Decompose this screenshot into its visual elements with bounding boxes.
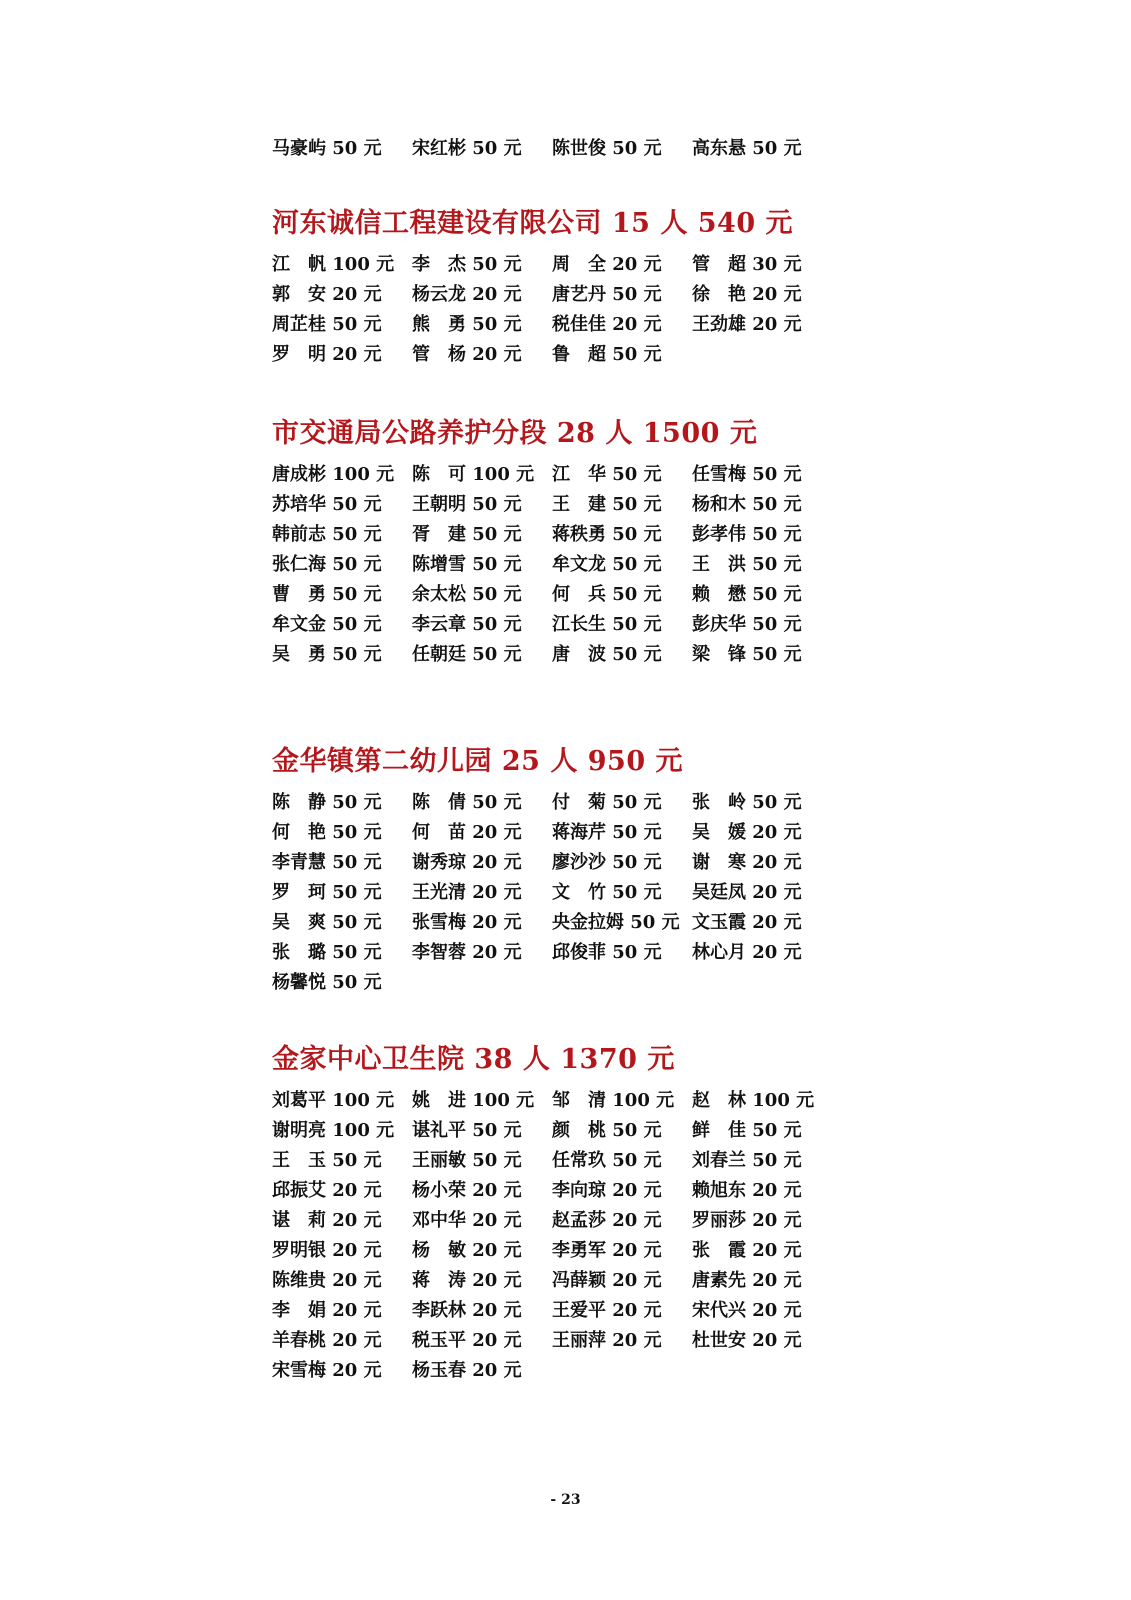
section-heading: 金华镇第二幼儿园 25 人 950 元 <box>272 746 684 777</box>
donor-entry: 牟文龙 50 元 <box>552 554 662 575</box>
donor-entry: 王丽敏 50 元 <box>412 1150 522 1171</box>
page-number: - 23 <box>550 1492 581 1508</box>
donor-entry: 唐成彬 100 元 <box>272 464 395 485</box>
donor-entry: 何 兵 50 元 <box>552 584 662 605</box>
donor-entry: 吴 勇 50 元 <box>272 644 382 665</box>
donor-entry: 邱振艾 20 元 <box>272 1180 382 1201</box>
donor-entry: 熊 勇 50 元 <box>412 314 522 335</box>
donor-entry: 曹 勇 50 元 <box>272 584 382 605</box>
section-health-center <box>272 1040 872 1386</box>
donor-grid <box>272 250 872 370</box>
donor-entry: 罗 珂 50 元 <box>272 882 382 903</box>
donor-entry: 赵 林 100 元 <box>692 1090 815 1111</box>
donor-entry: 陈世俊 50 元 <box>552 138 662 159</box>
donor-entry: 宋雪梅 20 元 <box>272 1360 382 1381</box>
donor-entry: 胥 建 50 元 <box>412 524 522 545</box>
donor-entry: 周芷桂 50 元 <box>272 314 382 335</box>
donor-entry: 李 杰 50 元 <box>412 254 522 275</box>
donor-entry: 陈 倩 50 元 <box>412 792 522 813</box>
donor-entry: 李青慧 50 元 <box>272 852 382 873</box>
donor-entry: 杨馨悦 50 元 <box>272 972 382 993</box>
donor-entry: 王劲雄 20 元 <box>692 314 802 335</box>
donor-entry: 王朝明 50 元 <box>412 494 522 515</box>
donor-entry: 李 娟 20 元 <box>272 1300 382 1321</box>
donor-entry: 谢 寒 20 元 <box>692 852 802 873</box>
donor-entry: 郭 安 20 元 <box>272 284 382 305</box>
donor-entry: 杨玉春 20 元 <box>412 1360 522 1381</box>
donor-entry: 蒋海芹 50 元 <box>552 822 662 843</box>
donor-entry: 陈 静 50 元 <box>272 792 382 813</box>
donor-entry: 罗丽莎 20 元 <box>692 1210 802 1231</box>
donor-entry: 杨云龙 20 元 <box>412 284 522 305</box>
donor-entry: 唐素先 20 元 <box>692 1270 802 1291</box>
section-highway-maintenance <box>272 414 872 670</box>
section-heading: 河东诚信工程建设有限公司 15 人 540 元 <box>272 208 794 239</box>
donor-entry: 税佳佳 20 元 <box>552 314 662 335</box>
donor-entry: 赖旭东 20 元 <box>692 1180 802 1201</box>
donor-entry: 管 超 30 元 <box>692 254 802 275</box>
donor-entry: 何 苗 20 元 <box>412 822 522 843</box>
donor-entry: 羊春桃 20 元 <box>272 1330 382 1351</box>
donor-entry: 吴 爽 50 元 <box>272 912 382 933</box>
donor-entry: 张 岭 50 元 <box>692 792 802 813</box>
donor-entry: 谢明亮 100 元 <box>272 1120 395 1141</box>
donor-entry: 宋代兴 20 元 <box>692 1300 802 1321</box>
donor-entry: 蒋秩勇 50 元 <box>552 524 662 545</box>
donor-entry: 王光清 20 元 <box>412 882 522 903</box>
section-kindergarten <box>272 742 872 998</box>
donor-entry: 邹 清 100 元 <box>552 1090 675 1111</box>
donor-entry: 张 霞 20 元 <box>692 1240 802 1261</box>
section-heading: 金家中心卫生院 38 人 1370 元 <box>272 1044 675 1075</box>
donor-entry: 赵孟莎 20 元 <box>552 1210 662 1231</box>
section-heading: 市交通局公路养护分段 28 人 1500 元 <box>272 418 758 449</box>
donor-entry: 王 建 50 元 <box>552 494 662 515</box>
donor-entry: 李向琼 20 元 <box>552 1180 662 1201</box>
donor-grid <box>272 460 872 670</box>
donor-entry: 何 艳 50 元 <box>272 822 382 843</box>
donor-entry: 任常玖 50 元 <box>552 1150 662 1171</box>
donor-entry: 颜 桃 50 元 <box>552 1120 662 1141</box>
donor-grid <box>272 788 872 998</box>
donor-entry: 陈 可 100 元 <box>412 464 535 485</box>
donor-entry: 彭庆华 50 元 <box>692 614 802 635</box>
donor-entry: 张仁海 50 元 <box>272 554 382 575</box>
donor-entry: 江长生 50 元 <box>552 614 662 635</box>
donor-entry: 刘春兰 50 元 <box>692 1150 802 1171</box>
donor-entry: 蒋 涛 20 元 <box>412 1270 522 1291</box>
donor-entry: 马豪屿 50 元 <box>272 138 382 159</box>
section-hedong-chengxin <box>272 204 872 370</box>
donor-entry: 刘葛平 100 元 <box>272 1090 395 1111</box>
donor-entry: 王 洪 50 元 <box>692 554 802 575</box>
donor-entry: 李智蓉 20 元 <box>412 942 522 963</box>
donor-entry: 任朝廷 50 元 <box>412 644 522 665</box>
donor-entry: 江 帆 100 元 <box>272 254 395 275</box>
donor-entry: 央金拉姆 50 元 <box>552 912 680 933</box>
donor-entry: 杨小荣 20 元 <box>412 1180 522 1201</box>
donor-entry: 廖沙沙 50 元 <box>552 852 662 873</box>
donor-grid <box>272 134 872 164</box>
donor-entry: 文玉霞 20 元 <box>692 912 802 933</box>
donor-entry: 文 竹 50 元 <box>552 882 662 903</box>
donor-entry: 唐 波 50 元 <box>552 644 662 665</box>
donor-entry: 赖 懋 50 元 <box>692 584 802 605</box>
donor-entry: 邓中华 20 元 <box>412 1210 522 1231</box>
donor-entry: 罗明银 20 元 <box>272 1240 382 1261</box>
donor-entry: 姚 进 100 元 <box>412 1090 535 1111</box>
donor-entry: 周 全 20 元 <box>552 254 662 275</box>
donor-entry: 高东悬 50 元 <box>692 138 802 159</box>
section-continuation <box>272 134 872 164</box>
donor-entry: 林心月 20 元 <box>692 942 802 963</box>
donor-entry: 王 玉 50 元 <box>272 1150 382 1171</box>
donor-entry: 李云章 50 元 <box>412 614 522 635</box>
donor-entry: 梁 锋 50 元 <box>692 644 802 665</box>
donor-entry: 杜世安 20 元 <box>692 1330 802 1351</box>
donor-entry: 杨和木 50 元 <box>692 494 802 515</box>
donor-entry: 苏培华 50 元 <box>272 494 382 515</box>
donor-entry: 徐 艳 20 元 <box>692 284 802 305</box>
donor-entry: 王爱平 20 元 <box>552 1300 662 1321</box>
donor-entry: 江 华 50 元 <box>552 464 662 485</box>
donor-entry: 谌礼平 50 元 <box>412 1120 522 1141</box>
donor-entry: 邱俊菲 50 元 <box>552 942 662 963</box>
donor-entry: 陈维贵 20 元 <box>272 1270 382 1291</box>
donor-entry: 张雪梅 20 元 <box>412 912 522 933</box>
donor-entry: 鲁 超 50 元 <box>552 344 662 365</box>
donor-entry: 谌 莉 20 元 <box>272 1210 382 1231</box>
donor-entry: 张 璐 50 元 <box>272 942 382 963</box>
donor-entry: 吴廷凤 20 元 <box>692 882 802 903</box>
donor-entry: 余太松 50 元 <box>412 584 522 605</box>
donor-entry: 彭孝伟 50 元 <box>692 524 802 545</box>
donor-entry: 陈增雪 50 元 <box>412 554 522 575</box>
donor-entry: 韩前志 50 元 <box>272 524 382 545</box>
donor-entry: 宋红彬 50 元 <box>412 138 522 159</box>
donor-entry: 吴 媛 20 元 <box>692 822 802 843</box>
donor-entry: 杨 敏 20 元 <box>412 1240 522 1261</box>
donor-entry: 付 菊 50 元 <box>552 792 662 813</box>
donor-entry: 李跃林 20 元 <box>412 1300 522 1321</box>
donor-entry: 鲜 佳 50 元 <box>692 1120 802 1141</box>
donor-entry: 冯薛颖 20 元 <box>552 1270 662 1291</box>
donor-entry: 税玉平 20 元 <box>412 1330 522 1351</box>
donor-entry: 牟文金 50 元 <box>272 614 382 635</box>
donor-entry: 谢秀琼 20 元 <box>412 852 522 873</box>
donor-grid <box>272 1086 872 1386</box>
donor-entry: 管 杨 20 元 <box>412 344 522 365</box>
donor-entry: 唐艺丹 50 元 <box>552 284 662 305</box>
donor-entry: 任雪梅 50 元 <box>692 464 802 485</box>
donor-entry: 李勇军 20 元 <box>552 1240 662 1261</box>
donor-entry: 罗 明 20 元 <box>272 344 382 365</box>
donor-entry: 王丽萍 20 元 <box>552 1330 662 1351</box>
